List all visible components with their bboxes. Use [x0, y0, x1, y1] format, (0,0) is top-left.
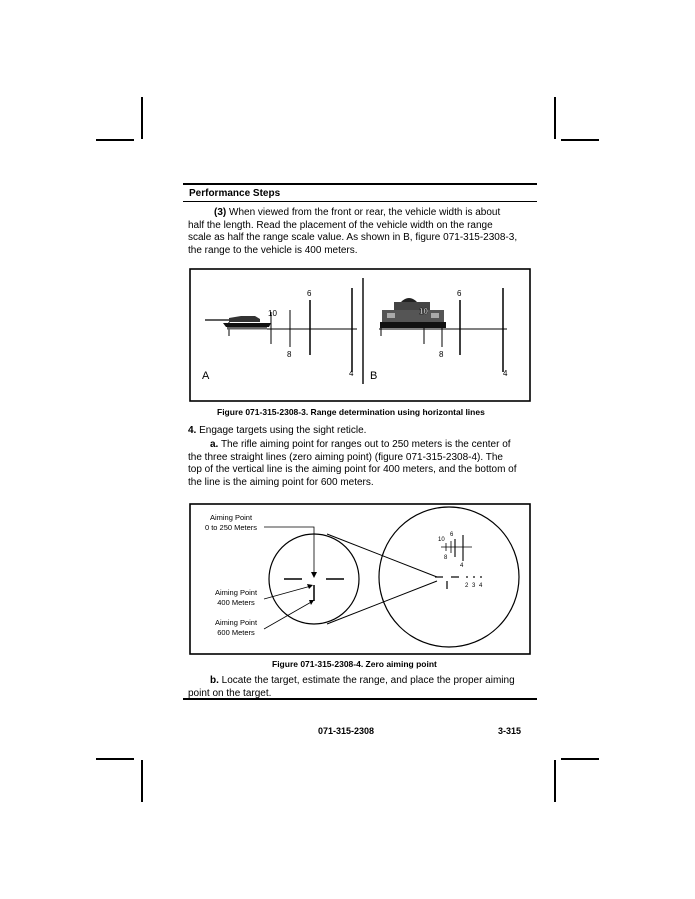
step-b-paragraph: [188, 675, 518, 700]
panel-label-a: A: [202, 370, 210, 382]
tick-label-10: 10: [268, 309, 277, 318]
step-4a-label: a.: [210, 439, 219, 450]
reticle-large-circle: [379, 507, 519, 647]
figure-range-determination: [189, 268, 531, 402]
figure-zero-aiming-point: [189, 503, 531, 655]
step-4-number: 4.: [188, 425, 197, 436]
step-b-text: Locate the target, estimate the range, and place the proper aiming point on the target.: [188, 675, 515, 699]
reticle-tick-8: 8: [444, 555, 448, 561]
doc-number: 071-315-2308: [318, 726, 375, 736]
step-4-heading: [188, 425, 518, 438]
tick-label-4: 4: [503, 369, 508, 378]
reticle-tick-4: 4: [460, 563, 464, 569]
tick-label-4: 4: [349, 369, 354, 378]
reticle-tick-6: 6: [450, 532, 454, 538]
step-3-number: (3): [214, 207, 227, 218]
step-3-paragraph: [188, 207, 518, 257]
step-b-label: b.: [210, 675, 219, 686]
crop-mark: [554, 97, 556, 139]
footer-rule: [183, 698, 537, 700]
header-rule-bottom: [183, 201, 537, 202]
reticle-dot-4: 4: [479, 583, 483, 589]
reticle-tick-10: 10: [438, 537, 445, 543]
panel-label-b: B: [370, 370, 378, 382]
crop-mark: [561, 139, 599, 141]
tick-label-8: 8: [287, 350, 292, 359]
tank-side-icon: [205, 316, 271, 330]
header-rule-top: [183, 183, 537, 185]
callout-0-250-line1: Aiming Point: [209, 513, 253, 522]
callout-600-line1: Aiming Point: [214, 618, 258, 627]
crop-mark: [96, 139, 134, 141]
panel-b: [370, 288, 508, 382]
callout-400-line1: Aiming Point: [214, 588, 258, 597]
tick-label-6: 6: [457, 289, 462, 298]
tick-label-8: 8: [439, 350, 444, 359]
page-number: 3-315: [498, 726, 522, 736]
reticle-dot-2: 2: [465, 583, 469, 589]
callout-600-line2: 600 Meters: [217, 628, 255, 637]
crop-mark: [96, 758, 134, 760]
crop-mark: [141, 97, 143, 139]
tick-label-6: 6: [307, 289, 312, 298]
step-4a-text: The rifle aiming point for ranges out to 250 meters is the center of the three straight lines (zero aiming point) (figure 071-315-2308-4). The top of the vertical line is the aiming point for 400 meters, and the bottom of the line is the aiming point for 600 meters.: [188, 439, 517, 488]
tank-front-icon: [380, 298, 446, 328]
section-heading: Performance Steps: [189, 188, 281, 199]
step-4-text: Engage targets using the sight reticle.: [199, 425, 367, 436]
callout-400-line2: 400 Meters: [217, 598, 255, 607]
figure-2-caption: Figure 071-315-2308-4. Zero aiming point: [272, 659, 437, 669]
reticle-dot-3: 3: [472, 583, 476, 589]
step-4a-paragraph: [188, 439, 518, 489]
crop-mark: [141, 760, 143, 802]
crop-mark: [561, 758, 599, 760]
figure-1-caption: Figure 071-315-2308-3. Range determination using horizontal lines: [217, 407, 485, 417]
tick-label-10: 10: [419, 307, 428, 316]
panel-a: [202, 288, 357, 382]
crop-mark: [554, 760, 556, 802]
step-3-text: When viewed from the front or rear, the vehicle width is about half the length. Read the placement of the vehicle width on the range scale as half the range scale value. As shown in B, figure 071-315-2308-3, the range to the vehicle is 400 meters.: [188, 207, 518, 256]
callout-0-250-line2: 0 to 250 Meters: [204, 523, 258, 532]
